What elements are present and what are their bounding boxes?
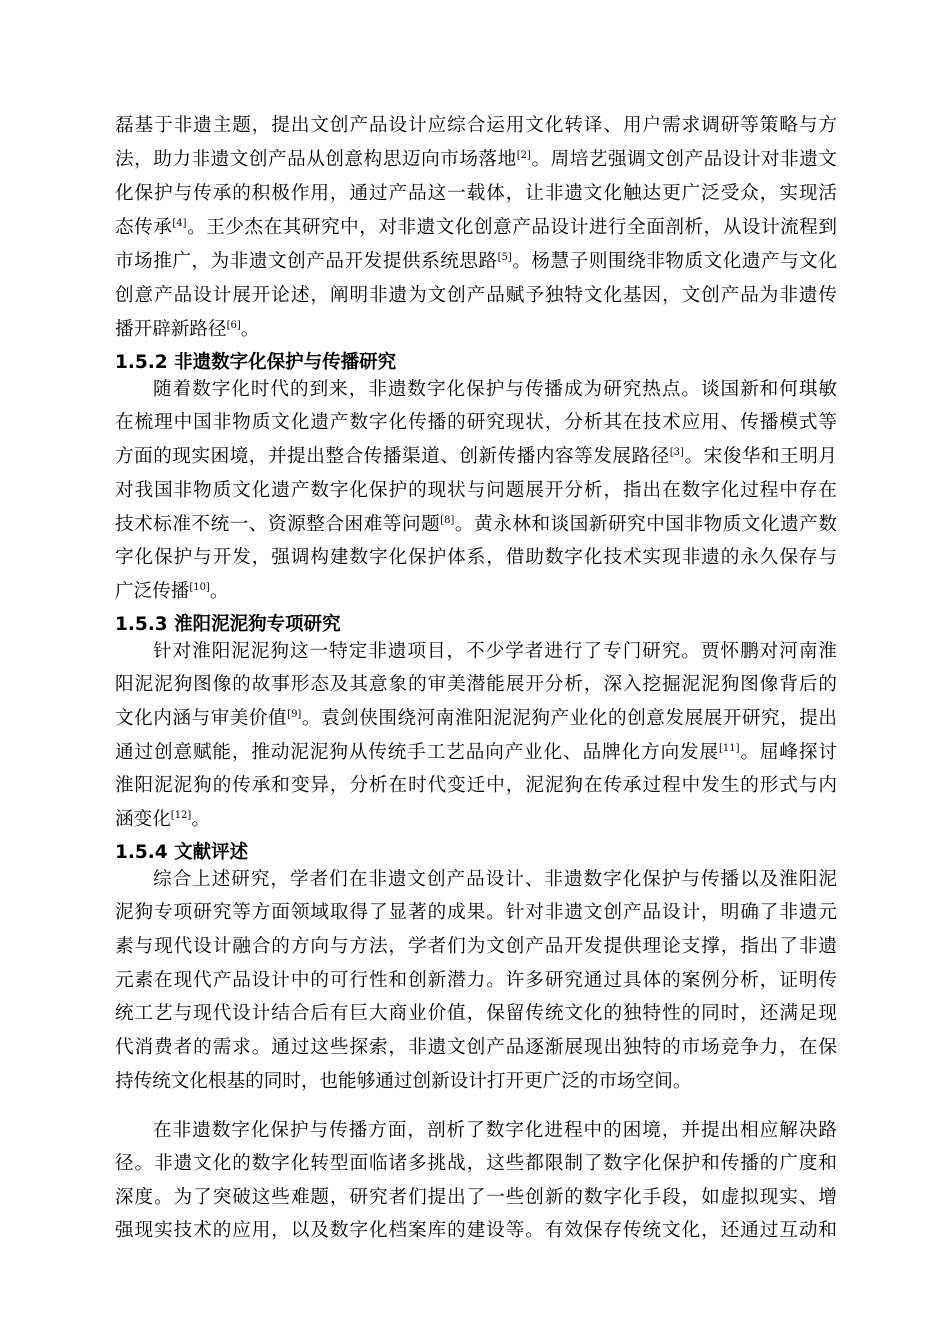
section-heading: 1.5.4 文献评述: [115, 842, 249, 863]
text-line: 元素在现代产品设计中的可行性和创新潜力。许多研究通过具体的案例分析，证明传: [115, 970, 837, 991]
text-line: 文化内涵与审美价值[9]。袁剑侠围绕河南淮阳泥泥狗产业化的创意发展展开研究，提出: [115, 708, 837, 729]
text-line: 针对淮阳泥泥狗这一特定非遗项目，不少学者进行了专门研究。贾怀鹏对河南淮: [153, 641, 837, 662]
text-line: 阳泥泥狗图像的故事形态及其意象的审美潜能展开分析，深入挖掘泥泥狗图像背后的: [115, 674, 837, 695]
citation-ref: [11]: [719, 743, 740, 754]
text-line: 方面的现实困境，并提出整合传播渠道、创新传播内容等发展路径[3]。宋俊华和王明月: [115, 446, 837, 467]
text-line: 持传统文化根基的同时，也能够通过创新设计打开更广泛的市场空间。: [115, 1071, 692, 1092]
citation-ref: [2]: [516, 150, 531, 161]
text-line: 深度。为了突破这些难题，研究者们提出了一些创新的数字化手段，如虚拟现实、增: [115, 1187, 837, 1208]
text-line: 泥狗专项研究等方面领域取得了显著的成果。针对非遗文创产品设计，明确了非遗元: [115, 902, 837, 923]
citation-ref: [12]: [170, 810, 192, 821]
citation-ref: [6]: [226, 320, 241, 331]
text-line: 强现实技术的应用，以及数字化档案库的建设等。有效保存传统文化，还通过互动和: [115, 1220, 837, 1241]
text-line: 法，助力非遗文创产品从创意构思迈向市场落地[2]。周培艺强调文创产品设计对非遗文: [115, 149, 837, 170]
text-line: 磊基于非遗主题，提出文创产品设计应综合运用文化转译、用户需求调研等策略与方: [115, 115, 837, 136]
text-line: 素与现代设计融合的方向与方法，学者们为文创产品开发提供理论支撑，指出了非遗: [115, 936, 837, 957]
text-line: 字化保护与开发，强调构建数字化保护体系，借助数字化技术实现非遗的永久保存与: [115, 547, 837, 568]
text-line: 径。非遗文化的数字化转型面临诸多挑战，这些都限制了数字化保护和传播的广度和: [115, 1153, 837, 1174]
text-line: 市场推广，为非遗文创产品开发提供系统思路[5]。杨慧子则围绕非物质文化遗产与文化: [115, 251, 837, 272]
citation-ref: [9]: [287, 709, 302, 720]
text-line: 播开辟新路径[6]。: [115, 319, 260, 340]
text-line: 创意产品设计展开论述，阐明非遗为文创产品赋予独特文化基因，文创产品为非遗传: [115, 285, 837, 306]
citation-ref: [5]: [497, 252, 512, 263]
citation-ref: [4]: [172, 218, 187, 229]
text-line: 技术标准不统一、资源整合困难等问题[8]。黄永林和谈国新研究中国非物质文化遗产数: [115, 514, 837, 535]
text-line: 态传承[4]。王少杰在其研究中，对非遗文化创意产品设计进行全面剖析，从设计流程到: [115, 217, 837, 238]
text-line: 涵变化[12]。: [115, 809, 210, 830]
text-line: 随着数字化时代的到来，非遗数字化保护与传播成为研究热点。谈国新和何琪敏: [153, 379, 837, 400]
section-heading: 1.5.2 非遗数字化保护与传播研究: [115, 352, 397, 373]
citation-ref: [3]: [669, 447, 684, 458]
text-line: 统工艺与现代设计结合后有巨大商业价值，保留传统文化的独特性的同时，还满足现: [115, 1003, 837, 1024]
citation-ref: [10]: [189, 582, 210, 593]
section-heading: 1.5.3 淮阳泥泥狗专项研究: [115, 614, 341, 635]
text-line: 代消费者的需求。通过这些探索，非遗文创产品逐渐展现出独特的市场竞争力，在保: [115, 1037, 837, 1058]
text-line: 通过创意赋能，推动泥泥狗从传统手工艺品向产业化、品牌化方向发展[11]。屈峰探讨: [115, 742, 837, 763]
text-line: 化保护与传承的积极作用，通过产品这一载体，让非遗文化触达更广泛受众，实现活: [115, 183, 837, 204]
text-line: 在非遗数字化保护与传播方面，剖析了数字化进程中的困境，并提出相应解决路: [153, 1120, 837, 1141]
text-line: 对我国非物质文化遗产数字化保护的现状与问题展开分析，指出在数字化过程中存在: [115, 480, 837, 501]
text-line: 在梳理中国非物质文化遗产数字化传播的研究现状，分析其在技术应用、传播模式等: [115, 412, 837, 433]
text-line: 综合上述研究，学者们在非遗文创产品设计、非遗数字化保护与传播以及淮阳泥: [153, 869, 837, 890]
text-line: 淮阳泥泥狗的传承和变异，分析在时代变迁中，泥泥狗在传承过程中发生的形式与内: [115, 775, 837, 796]
text-line: 广泛传播[10]。: [115, 581, 229, 602]
citation-ref: [8]: [440, 515, 455, 526]
